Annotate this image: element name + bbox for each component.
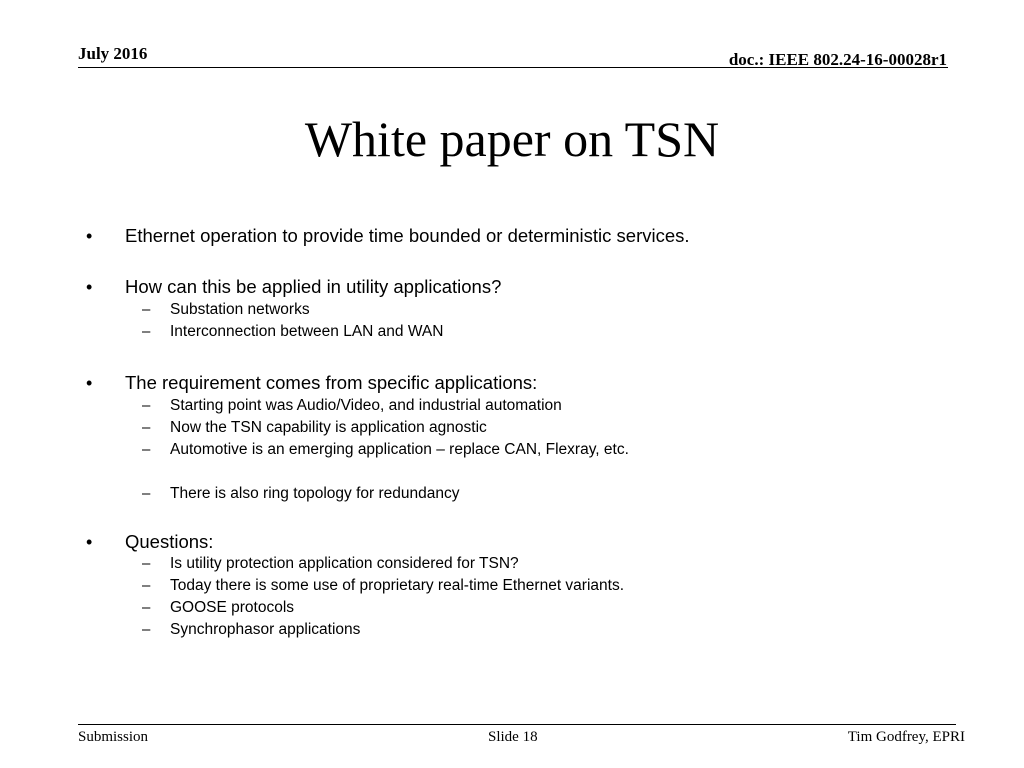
sub-bullet-text: Synchrophasor applications xyxy=(170,621,361,638)
sub-bullet-text: Is utility protection application considered for TSN? xyxy=(170,555,519,572)
header-date: July 2016 xyxy=(78,44,148,63)
sub-bullet-text: There is also ring topology for redundancy xyxy=(170,485,460,502)
sub-bullet-text: Automotive is an emerging application – replace CAN, Flexray, etc. xyxy=(170,441,629,458)
footer-submission: Submission xyxy=(78,729,149,745)
sub-bullet-text: Today there is some use of proprietary real-time Ethernet variants. xyxy=(170,577,625,594)
bullet-text: Ethernet operation to provide time bounded or deterministic services. xyxy=(125,225,690,246)
sub-bullet-marker: – xyxy=(142,397,151,414)
sub-bullet-marker: – xyxy=(142,555,151,572)
footer-divider xyxy=(78,724,956,725)
bullet-marker: • xyxy=(86,373,93,393)
bullet-text: How can this be applied in utility applications? xyxy=(125,276,502,297)
footer-author: Tim Godfrey, EPRI xyxy=(847,729,965,745)
sub-bullet-text: Starting point was Audio/Video, and industrial automation xyxy=(170,397,562,414)
bullet-marker: • xyxy=(86,226,93,246)
footer-slide-number: Slide 18 xyxy=(488,729,538,745)
sub-bullet-marker: – xyxy=(142,419,151,436)
sub-bullet-text: Substation networks xyxy=(170,301,310,318)
sub-bullet-marker: – xyxy=(142,599,151,616)
sub-bullet-text: Interconnection between LAN and WAN xyxy=(170,323,444,340)
bullet-marker: • xyxy=(86,532,93,552)
sub-bullet-marker: – xyxy=(142,577,151,594)
slide-title: White paper on TSN xyxy=(304,111,720,167)
sub-bullet-marker: – xyxy=(142,441,151,458)
sub-bullet-marker: – xyxy=(142,301,151,318)
sub-bullet-marker: – xyxy=(142,621,151,638)
bullet-marker: • xyxy=(86,277,93,297)
sub-bullet-marker: – xyxy=(142,485,151,502)
bullet-text: The requirement comes from specific applications: xyxy=(125,372,538,393)
sub-bullet-text: Now the TSN capability is application agnostic xyxy=(170,419,487,436)
bullet-text: Questions: xyxy=(125,531,214,552)
sub-bullet-marker: – xyxy=(142,323,151,340)
header-doc-id: doc.: IEEE 802.24-16-00028r1 xyxy=(728,50,947,69)
sub-bullet-text: GOOSE protocols xyxy=(170,599,295,616)
